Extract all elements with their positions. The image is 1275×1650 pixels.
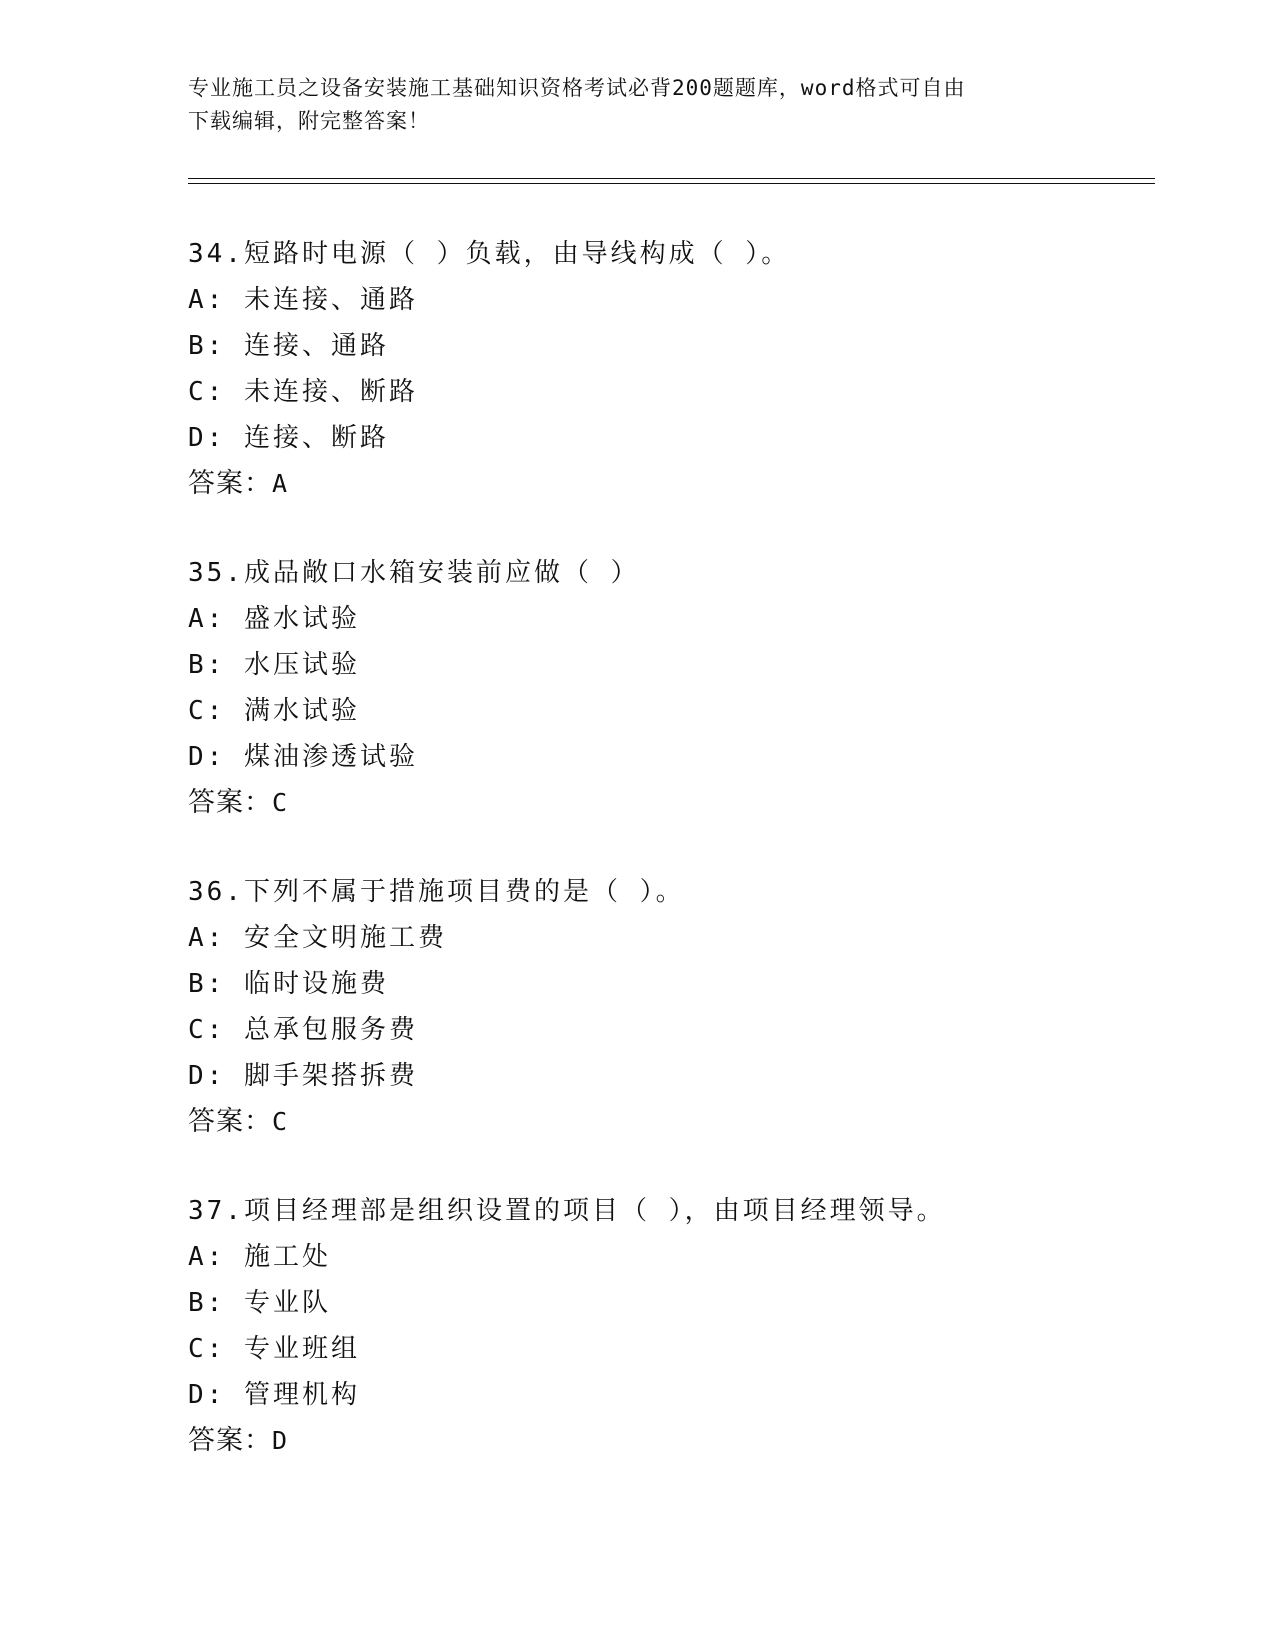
question-stem: 36.下列不属于措施项目费的是（ ）。 [188,877,685,907]
question-37 [188,1189,1148,1508]
option-b: B: 水压试验 [188,650,360,680]
question-36 [188,870,1148,1189]
option-a: A: 安全文明施工费 [188,923,447,953]
question-stem: 35.成品敞口水箱安装前应做（ ） [188,558,640,588]
header-line-1: 专业施工员之设备安装施工基础知识资格考试必背200题题库，word格式可自由 [188,76,966,100]
option-d: D: 煤油渗透试验 [188,742,418,772]
answer-label: 答案： [188,468,272,499]
option-b: B: 临时设施费 [188,969,389,999]
option-d: D: 脚手架搭拆费 [188,1061,418,1091]
question-35 [188,551,1148,870]
answer-value: D [272,1426,288,1455]
question-stem: 34.短路时电源（ ）负载，由导线构成（ ）。 [188,239,791,269]
option-c: C: 专业班组 [188,1334,360,1364]
option-b: B: 连接、通路 [188,331,389,361]
header-divider-bottom [188,183,1155,184]
option-d: D: 连接、断路 [188,423,389,453]
answer-value: A [272,469,288,498]
question-stem: 37.项目经理部是组织设置的项目（ ），由项目经理领导。 [188,1196,946,1226]
option-c: C: 满水试验 [188,696,360,726]
question-list [188,232,1148,1508]
answer-line [188,1099,1148,1145]
header-line-2: 下载编辑，附完整答案！ [188,109,430,133]
answer-label: 答案： [188,1425,272,1456]
question-34 [188,232,1148,551]
answer-label: 答案： [188,787,272,818]
answer-line [188,461,1148,507]
option-a: A: 未连接、通路 [188,285,418,315]
option-c: C: 总承包服务费 [188,1015,418,1045]
answer-line [188,1418,1148,1464]
option-a: A: 施工处 [188,1242,331,1272]
document-header [188,72,1078,138]
option-b: B: 专业队 [188,1288,331,1318]
answer-value: C [272,788,288,817]
answer-line [188,780,1148,826]
answer-value: C [272,1107,288,1136]
option-d: D: 管理机构 [188,1380,360,1410]
header-divider-top [188,178,1155,179]
option-c: C: 未连接、断路 [188,377,418,407]
answer-label: 答案： [188,1106,272,1137]
option-a: A: 盛水试验 [188,604,360,634]
